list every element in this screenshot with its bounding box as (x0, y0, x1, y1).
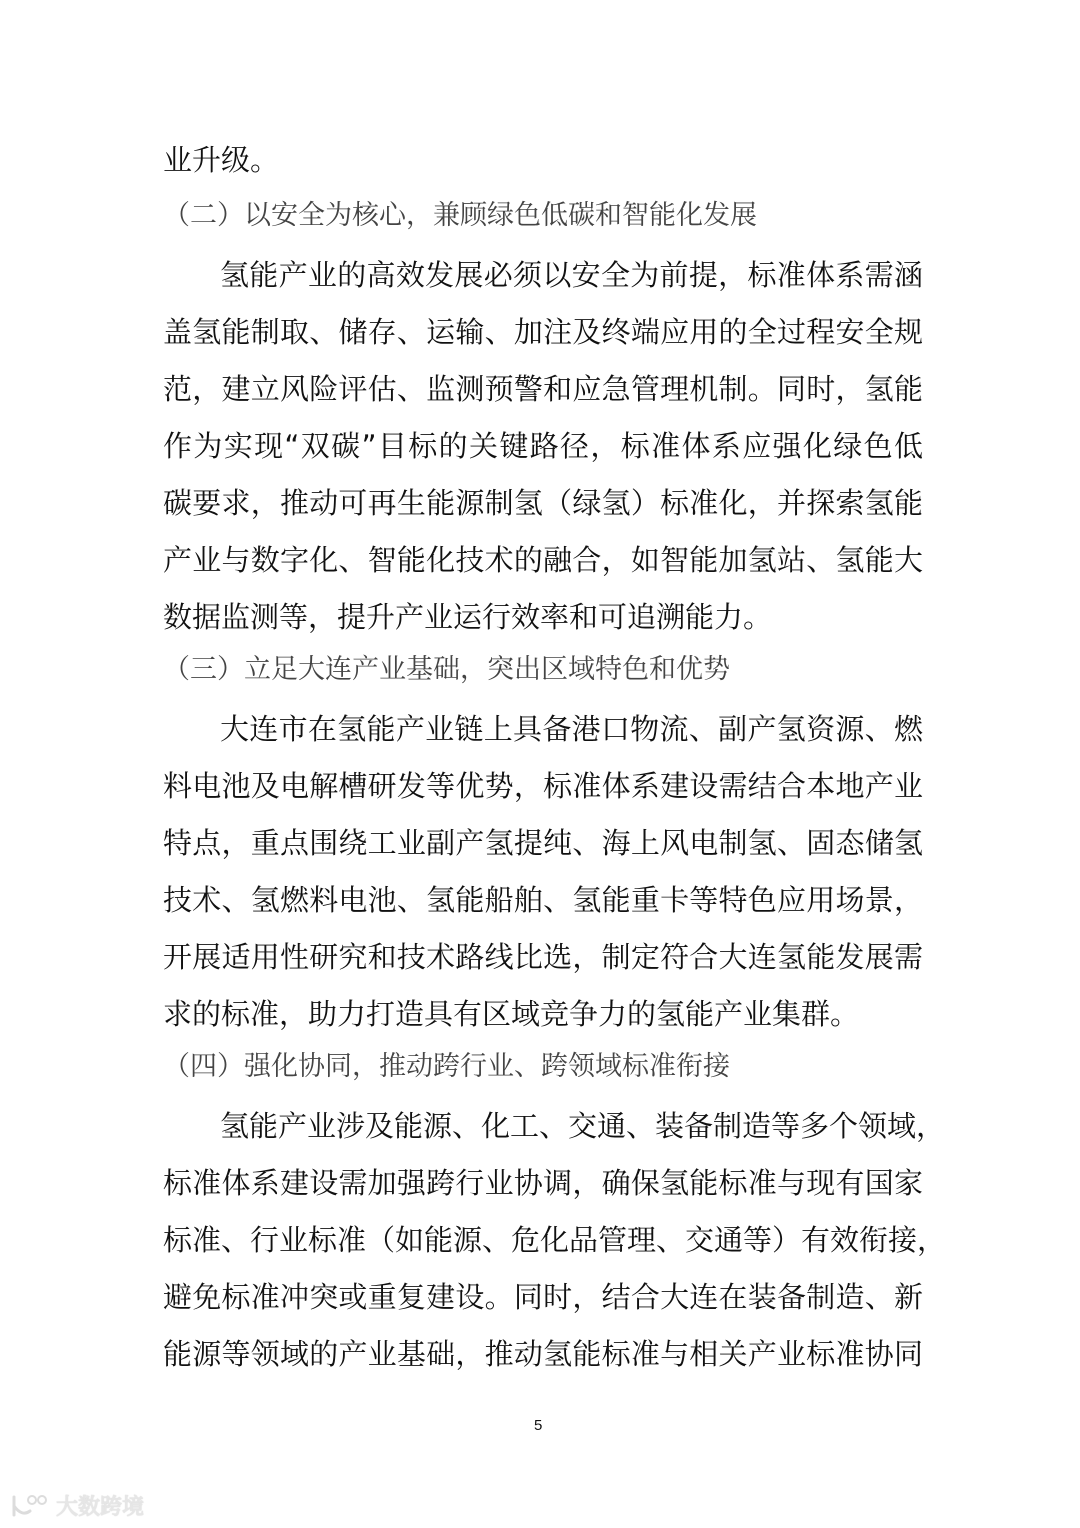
paragraph-line: 产业与数字化、智能化技术的融合，如智能加氢站、氢能大 (163, 543, 923, 577)
paragraph-line: 能源等领域的产业基础，推动氢能标准与相关产业标准协同 (163, 1337, 923, 1371)
paragraph-line: 数据监测等，提升产业运行效率和可追溯能力。 (163, 600, 773, 634)
paragraph-line: 盖氢能制取、储存、运输、加注及终端应用的全过程安全规 (163, 315, 923, 349)
watermark (10, 1490, 144, 1521)
paragraph-line: 避免标准冲突或重复建设。同时，结合大连在装备制造、新 (163, 1280, 923, 1314)
paragraph-line: 标准体系建设需加强跨行业协调，确保氢能标准与现有国家 (163, 1166, 923, 1200)
page-number: 5 (534, 1417, 543, 1434)
paragraph-line: 业升级。 (163, 143, 280, 177)
paragraph-line: 范，建立风险评估、监测预警和应急管理机制。同时，氢能 (163, 372, 923, 406)
watermark-text: 大数跨境 (56, 1495, 145, 1520)
paragraph-line: 料电池及电解槽研发等优势，标准体系建设需结合本地产业 (163, 769, 923, 803)
paragraph-line: 碳要求，推动可再生能源制氢（绿氢）标准化，并探索氢能 (163, 486, 923, 520)
section-heading-4: （四）强化协同，推动跨行业、跨领域标准衔接 (163, 1051, 730, 1082)
paragraph-line: 作为实现“双碳”目标的关键路径，标准体系应强化绿色低 (163, 429, 923, 463)
paragraph-line: 大连市在氢能产业链上具备港口物流、副产氢资源、燃 (220, 712, 923, 746)
section-heading-3: （三）立足大连产业基础，突出区域特色和优势 (163, 654, 730, 685)
paragraph-line: 氢能产业涉及能源、化工、交通、装备制造等多个领域， (220, 1109, 946, 1143)
paragraph-line: 技术、氢燃料电池、氢能船舶、氢能重卡等特色应用场景， (163, 883, 923, 917)
section-heading-2: （二）以安全为核心，兼顾绿色低碳和智能化发展 (163, 200, 757, 231)
paragraph-line: 求的标准，助力打造具有区域竞争力的氢能产业集群。 (163, 997, 860, 1031)
paragraph-line: 特点，重点围绕工业副产氢提纯、海上风电制氢、固态储氢 (163, 826, 923, 860)
kdo-logo-icon (10, 1493, 50, 1519)
paragraph-line: 标准、行业标准（如能源、危化品管理、交通等）有效衔接， (163, 1223, 947, 1257)
paragraph-line: 氢能产业的高效发展必须以安全为前提，标准体系需涵 (220, 258, 923, 292)
paragraph-line: 开展适用性研究和技术路线比选，制定符合大连氢能发展需 (163, 940, 923, 974)
